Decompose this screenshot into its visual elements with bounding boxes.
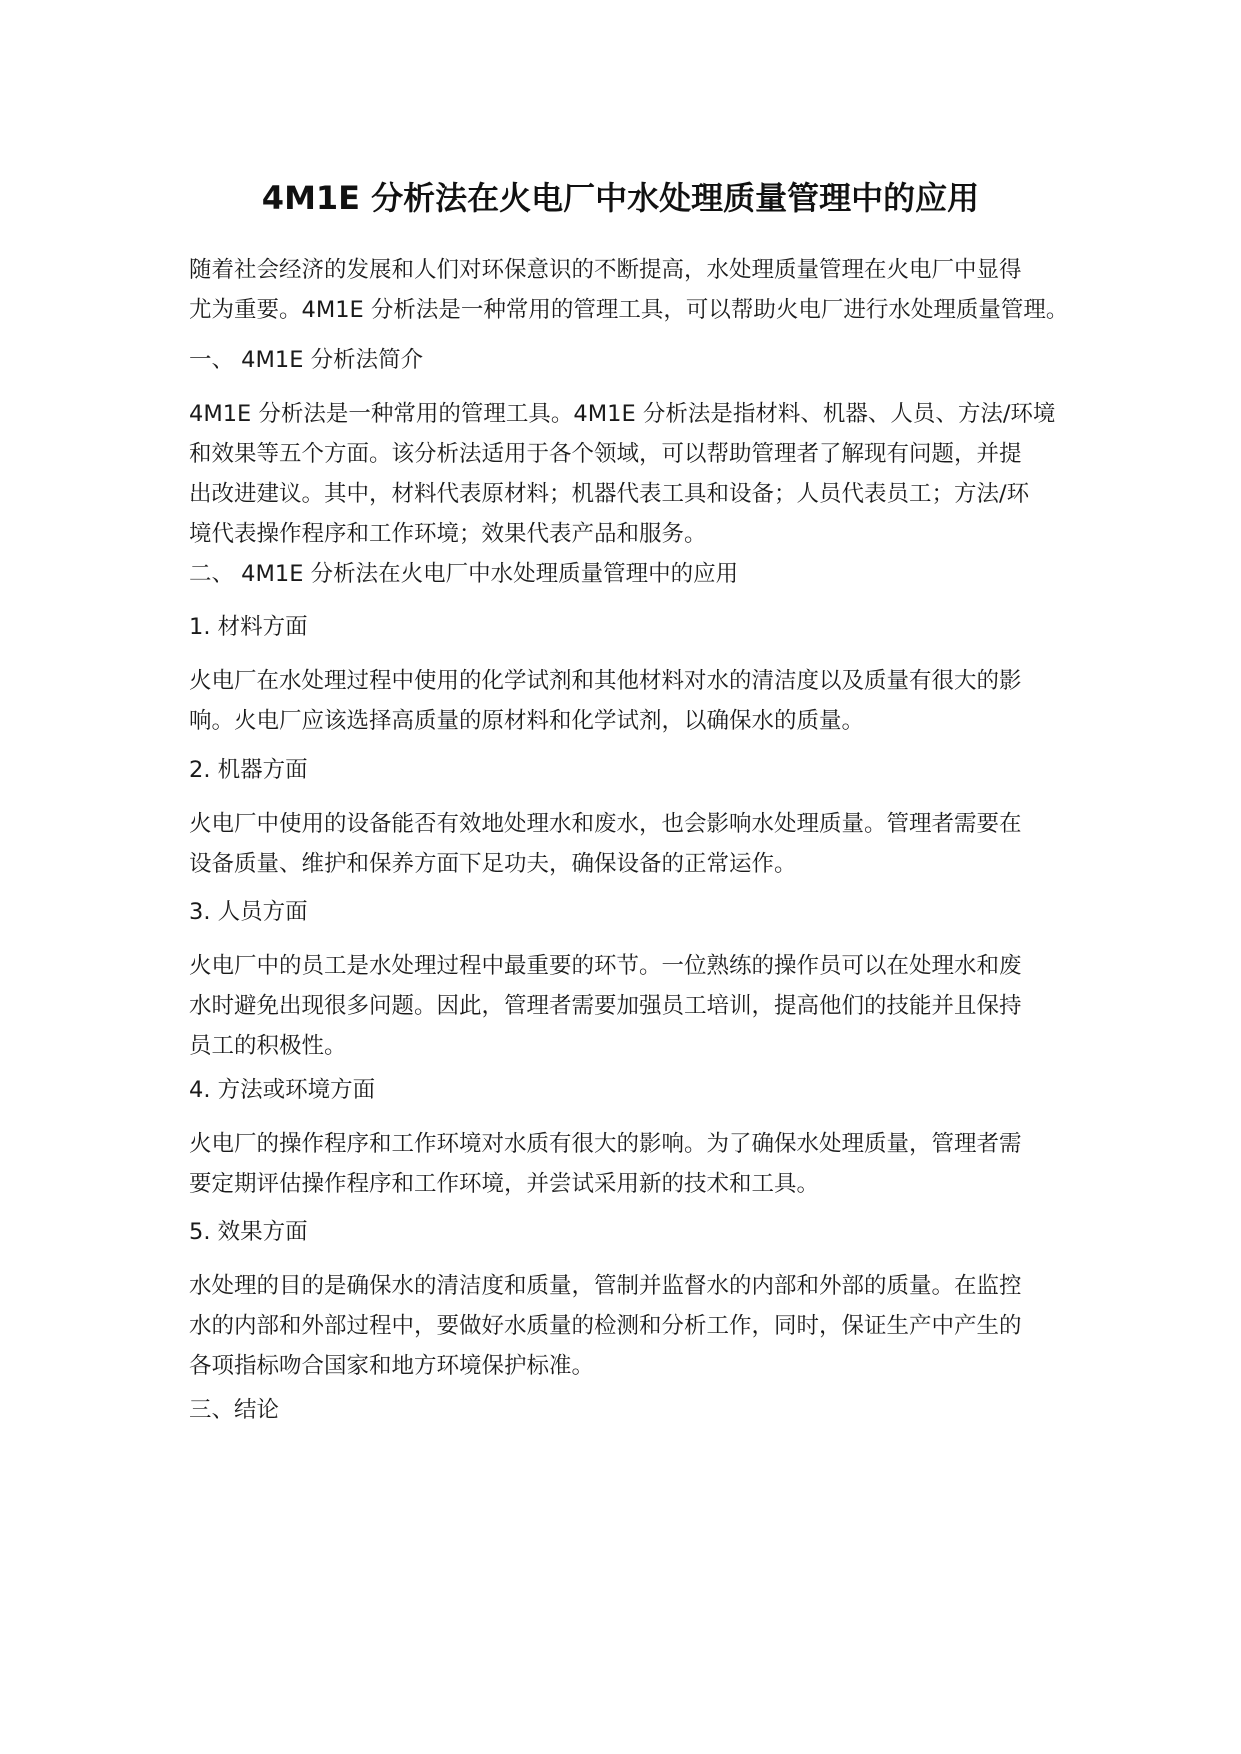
paragraph-line: 随着社会经济的发展和人们对环保意识的不断提高，水处理质量管理在火电厂中显得: [189, 257, 1022, 283]
paragraph-line: 4M1E 分析法是一种常用的管理工具。4M1E 分析法是指材料、机器、人员、方法/环境: [189, 401, 1056, 427]
paragraph-line: 水处理的目的是确保水的清洁度和质量，管制并监督水的内部和外部的质量。在监控: [189, 1273, 1022, 1299]
paragraph-line: 境代表操作程序和工作环境；效果代表产品和服务。: [189, 521, 707, 547]
subsection-heading-effects: 5. 效果方面: [189, 1219, 308, 1245]
document-title: 4M1E 分析法在火电厂中水处理质量管理中的应用: [261, 179, 980, 217]
paragraph-line: 尤为重要。4M1E 分析法是一种常用的管理工具，可以帮助火电厂进行水处理质量管理。: [189, 297, 1069, 323]
paragraph-line: 各项指标吻合国家和地方环境保护标准。: [189, 1353, 595, 1379]
personnel-paragraph: [189, 946, 1069, 1066]
paragraph-line: 火电厂在水处理过程中使用的化学试剂和其他材料对水的清洁度以及质量有很大的影: [189, 668, 1022, 694]
paragraph-line: 出改进建议。其中，材料代表原材料；机器代表工具和设备；人员代表员工；方法/环: [189, 481, 1030, 507]
section1-paragraph: [189, 394, 1069, 554]
paragraph-line: 要定期评估操作程序和工作环境，并尝试采用新的技术和工具。: [189, 1171, 820, 1197]
effects-paragraph: [189, 1266, 1069, 1386]
paragraph-line: 响。火电厂应该选择高质量的原材料和化学试剂，以确保水的质量。: [189, 708, 865, 734]
paragraph-line: 水的内部和外部过程中，要做好水质量的检测和分析工作，同时，保证生产中产生的: [189, 1313, 1022, 1339]
paragraph-line: 和效果等五个方面。该分析法适用于各个领域，可以帮助管理者了解现有问题，并提: [189, 441, 1022, 467]
paragraph-line: 火电厂中使用的设备能否有效地处理水和废水，也会影响水处理质量。管理者需要在: [189, 811, 1022, 837]
machines-paragraph: [189, 804, 1069, 884]
paragraph-line: 水时避免出现很多问题。因此，管理者需要加强员工培训，提高他们的技能并且保持: [189, 993, 1022, 1019]
section-heading-application: 二、 4M1E 分析法在火电厂中水处理质量管理中的应用: [189, 561, 739, 587]
paragraph-line: 员工的积极性。: [189, 1033, 347, 1059]
paragraph-line: 设备质量、维护和保养方面下足功夫，确保设备的正常运作。: [189, 851, 797, 877]
subsection-heading-machines: 2. 机器方面: [189, 757, 308, 783]
paragraph-line: 火电厂的操作程序和工作环境对水质有很大的影响。为了确保水处理质量，管理者需: [189, 1131, 1022, 1157]
paragraph-line: 火电厂中的员工是水处理过程中最重要的环节。一位熟练的操作员可以在处理水和废: [189, 953, 1022, 979]
subsection-heading-personnel: 3. 人员方面: [189, 899, 308, 925]
intro-paragraph: [189, 250, 1069, 330]
subsection-heading-materials: 1. 材料方面: [189, 614, 308, 640]
section-heading-intro: 一、 4M1E 分析法简介: [189, 347, 424, 373]
section-heading-conclusion: 三、结论: [189, 1397, 280, 1423]
methods-paragraph: [189, 1124, 1069, 1204]
subsection-heading-methods: 4. 方法或环境方面: [189, 1077, 376, 1103]
materials-paragraph: [189, 661, 1069, 741]
